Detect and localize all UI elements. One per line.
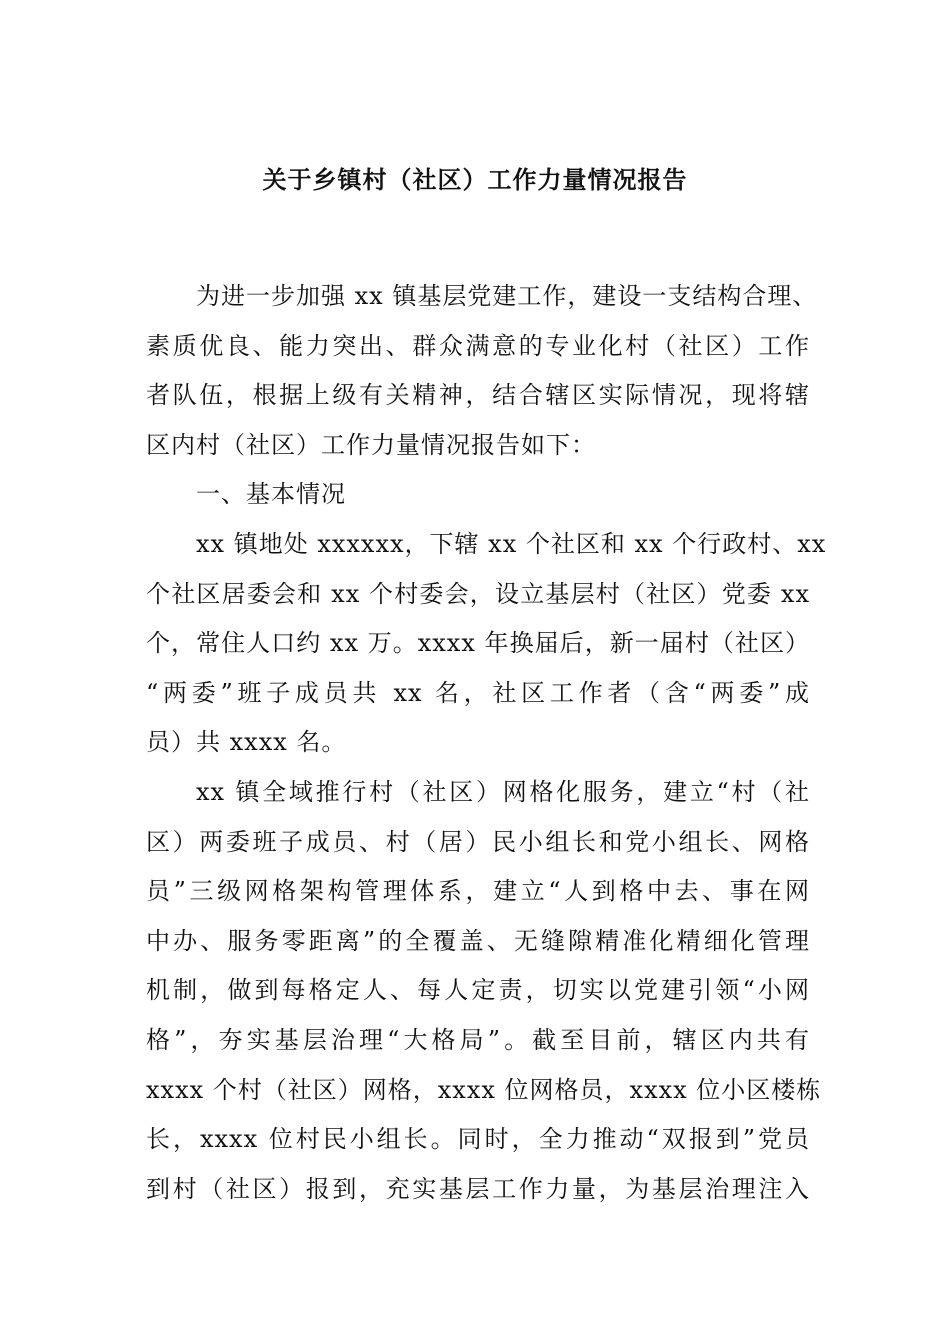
body-line: 到村（社区）报到，充实基层工作力量，为基层治理注入 — [146, 1174, 810, 1203]
body-line: 员）共 xxxx 名。 — [146, 728, 347, 757]
body-line: 素质优良、能力突出、群众满意的专业化村（社区）工作 — [146, 331, 810, 360]
body-line: 员”三级网格架构管理体系，建立“人到格中去、事在网 — [146, 877, 810, 906]
document-body — [146, 272, 827, 1214]
body-line: 个社区居委会和 xx 个村委会，设立基层村（社区）党委 xx — [146, 579, 810, 608]
body-line: 为进一步加强 xx 镇基层党建工作，建设一支结构合理、 — [196, 282, 818, 310]
body-line: xx 镇地处 xxxxxx，下辖 xx 个社区和 xx 个行政村、xx — [196, 529, 827, 558]
body-line: 个，常住人口约 xx 万。xxxx 年换届后，新一届村（社区） — [146, 629, 810, 658]
body-line: 区内村（社区）工作力量情况报告如下： — [146, 430, 596, 459]
body-line: xx 镇全域推行村（社区）网格化服务，建立“村（社 — [196, 777, 810, 806]
body-line: 长，xxxx 位村民小组长。同时，全力推动“双报到”党员 — [146, 1125, 810, 1154]
body-line: 区）两委班子成员、村（居）民小组长和党小组长、网格 — [146, 827, 810, 856]
body-line: 一、基本情况 — [196, 480, 346, 509]
body-line: 格”，夯实基层治理“大格局”。截至目前，辖区内共有 — [146, 1025, 810, 1054]
body-line: xxxx 个村（社区）网格，xxxx 位网格员，xxxx 位小区楼栋 — [146, 1075, 822, 1104]
body-line: 者队伍，根据上级有关精神，结合辖区实际情况，现将辖 — [146, 381, 810, 410]
body-line: 机制，做到每格定人、每人定责，切实以党建引领“小网 — [146, 976, 810, 1005]
body-line: “两委”班子成员共 xx 名，社区工作者（含“两委”成 — [146, 678, 810, 707]
document-title: 关于乡镇村（社区）工作力量情况报告 — [262, 166, 688, 194]
body-line: 中办、服务零距离”的全覆盖、无缝隙精准化精细化管理 — [146, 926, 810, 955]
